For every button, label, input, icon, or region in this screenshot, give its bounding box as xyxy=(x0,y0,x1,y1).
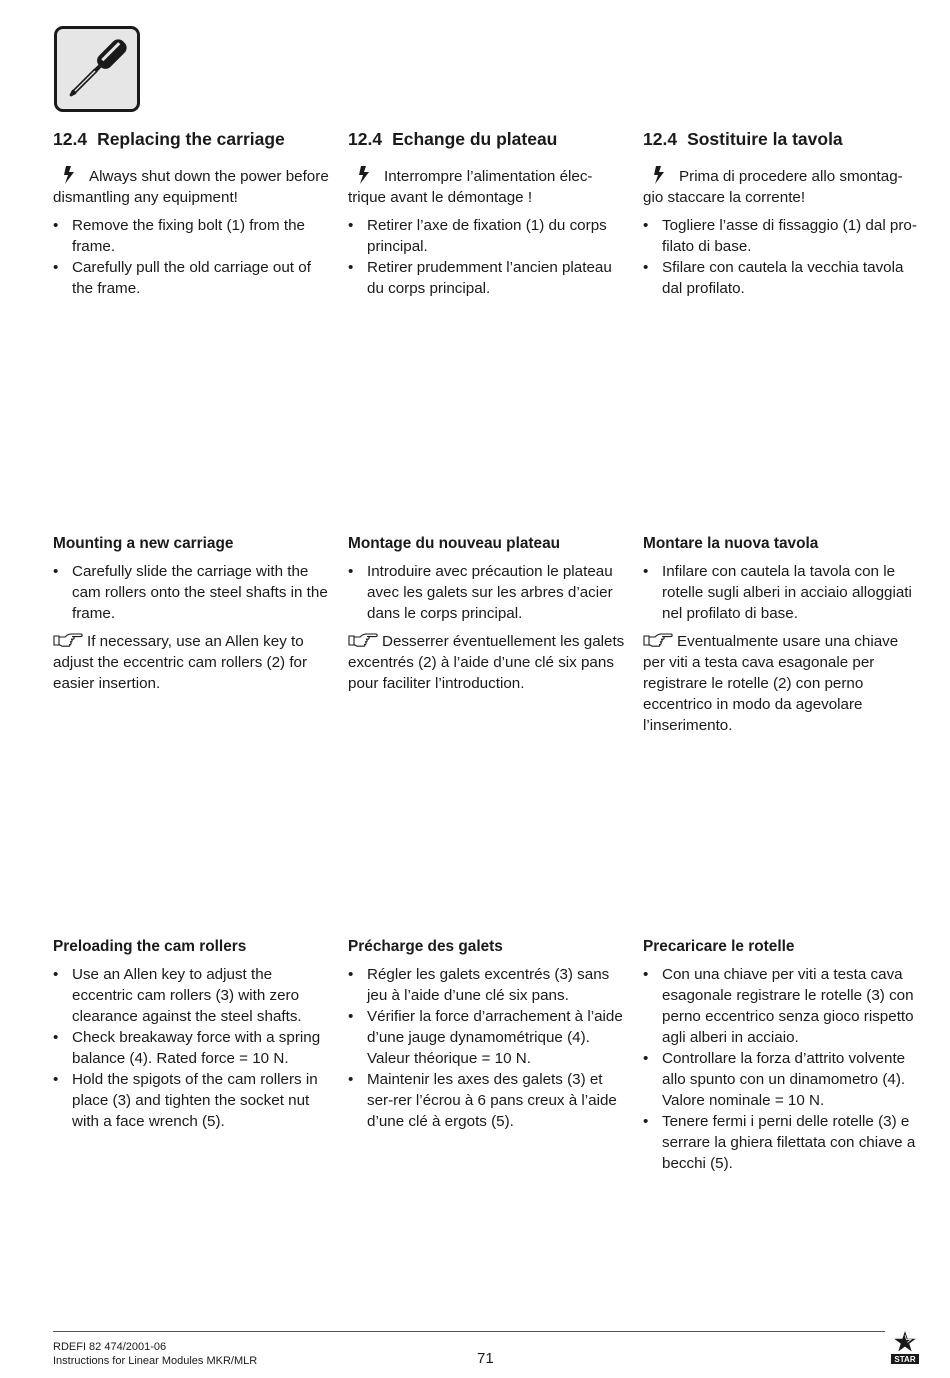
list-item: • Régler les galets excentrés (3) sans jeu à l’aide d’une clé six pans. xyxy=(348,964,626,1006)
list-item: • Vérifier la force d’arrachement à l’aide d’une jauge dynamométrique (4). Valeur théorique = 10 N. xyxy=(348,1006,626,1069)
section-replace-col-fr xyxy=(348,128,626,299)
section-preload-col-fr xyxy=(348,936,626,1132)
lightning-icon xyxy=(651,166,667,184)
pointing-hand-icon xyxy=(53,633,83,647)
subsection-heading: Precaricare le rotelle xyxy=(643,938,795,955)
lightning-icon xyxy=(356,166,372,184)
bullet-list xyxy=(348,215,626,299)
bullet-list xyxy=(348,964,626,1132)
bullet-list xyxy=(53,964,331,1132)
power-warning: Interrompre l’alimentation élec-trique avant le démontage ! xyxy=(348,168,593,206)
bullet-list xyxy=(53,215,331,299)
list-item: • Remove the fixing bolt (1) from the frame. xyxy=(53,215,331,257)
list-item: • Retirer l’axe de fixation (1) du corps principal. xyxy=(348,215,626,257)
bullet-list xyxy=(643,561,921,624)
bullet-list xyxy=(643,215,921,299)
bullet-list xyxy=(348,561,626,624)
section-replace-col-it xyxy=(643,128,921,299)
pointing-hand-icon xyxy=(643,633,673,647)
star-logo-icon xyxy=(891,1330,919,1364)
list-item: • Carefully slide the carriage with the cam rollers onto the steel shafts in the frame. xyxy=(53,561,331,624)
section-mounting-col-it xyxy=(643,533,921,736)
list-item: • Con una chiave per viti a testa cava esagonale registrare le rotelle (3) con perno eccentrico senza gioco rispetto agli alberi in acciaio. xyxy=(643,964,921,1048)
note: Desserrer éventuellement les galets excentrés (2) à l’aide d’une clé six pans pour faciliter l’introduction. xyxy=(348,633,625,692)
list-item: • Introduire avec précaution le plateau avec les galets sur les arbres d’acier dans le corps principal. xyxy=(348,561,626,624)
note: If necessary, use an Allen key to adjust the eccentric cam rollers (2) for easier insertion. xyxy=(53,633,308,692)
footer-divider xyxy=(53,1331,885,1332)
list-item: • Carefully pull the old carriage out of the frame. xyxy=(53,257,331,299)
subsection-heading: Montare la nuova tavola xyxy=(643,535,819,552)
section-heading: 12.4 Echange du plateau xyxy=(348,129,558,149)
subsection-heading: Précharge des galets xyxy=(348,938,503,955)
list-item: • Tenere fermi i perni delle rotelle (3) e serrare la ghiera filettata con chiave a becchi (5). xyxy=(643,1111,921,1174)
list-item: • Togliere l’asse di fissaggio (1) dal pro-filato di base. xyxy=(643,215,921,257)
section-mounting-col-en xyxy=(53,533,331,694)
pointing-hand-icon xyxy=(348,633,378,647)
list-item: • Hold the spigots of the cam rollers in place (3) and tighten the socket nut with a face wrench (5). xyxy=(53,1069,331,1132)
note: Eventualmente usare una chiave per viti a testa cava esagonale per registrare le rotelle (2) con perno eccentrico in modo da agevolare l’inserimento. xyxy=(643,633,899,734)
section-heading: 12.4 Replacing the carriage xyxy=(53,129,285,149)
list-item: • Check breakaway force with a spring balance (4). Rated force = 10 N. xyxy=(53,1027,331,1069)
page-number: 71 xyxy=(477,1350,494,1367)
list-item: • Sfilare con cautela la vecchia tavola dal profilato. xyxy=(643,257,921,299)
doc-code: RDEFI 82 474/2001-06 xyxy=(53,1341,167,1353)
list-item: • Retirer prudemment l’ancien plateau du corps principal. xyxy=(348,257,626,299)
power-warning: Prima di procedere allo smontag-gio staccare la corrente! xyxy=(643,168,903,206)
subsection-heading: Preloading the cam rollers xyxy=(53,938,247,955)
subsection-heading: Montage du nouveau plateau xyxy=(348,535,561,552)
section-replace-col-en xyxy=(53,128,331,299)
section-preload-col-en xyxy=(53,936,331,1132)
subsection-heading: Mounting a new carriage xyxy=(53,535,234,552)
section-preload-col-it xyxy=(643,936,921,1174)
screwdriver-icon xyxy=(54,26,140,112)
power-warning: Always shut down the power before dismantling any equipment! xyxy=(53,168,329,206)
section-heading: 12.4 Sostituire la tavola xyxy=(643,129,843,149)
section-mounting-col-fr xyxy=(348,533,626,694)
bullet-list xyxy=(53,561,331,624)
lightning-icon xyxy=(61,166,77,184)
bullet-list xyxy=(643,964,921,1174)
doc-title: Instructions for Linear Modules MKR/MLR xyxy=(53,1355,258,1367)
list-item: • Use an Allen key to adjust the eccentric cam rollers (3) with zero clearance against the steel shafts. xyxy=(53,964,331,1027)
list-item: • Controllare la forza d’attrito volvente allo spunto con un dinamometro (4). Valore nominale = 10 N. xyxy=(643,1048,921,1111)
logo-text: STAR xyxy=(894,1355,916,1364)
footer-doc-info xyxy=(53,1340,257,1368)
list-item: • Maintenir les axes des galets (3) et ser-rer l’écrou à 6 pans creux à l’aide d’une clé à ergots (5). xyxy=(348,1069,626,1132)
list-item: • Infilare con cautela la tavola con le rotelle sugli alberi in acciaio alloggiati nel profilato di base. xyxy=(643,561,921,624)
